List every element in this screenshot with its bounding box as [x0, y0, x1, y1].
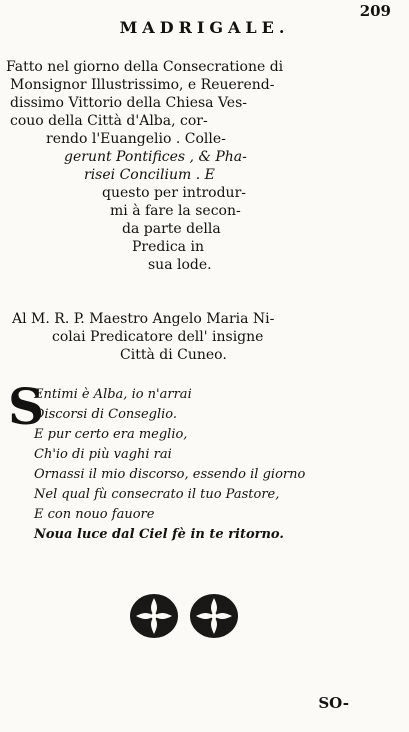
poem-line: Ornassi il mio discorso, essendo il giorno — [34, 467, 306, 482]
poem-line: Ch'io di più vaghi rai — [34, 447, 172, 462]
drop-cap: S — [8, 377, 45, 436]
poem-line: Entimi è Alba, io n'arrai — [34, 387, 192, 402]
address-line: Al M. R. P. Maestro Angelo Maria Ni- — [12, 311, 275, 327]
poem-line: Noua luce dal Ciel fè in te ritorno. — [34, 527, 284, 542]
dedication-line: Fatto nel giorno della Consecratione di — [6, 59, 284, 75]
running-header: MADRIGALE. — [119, 18, 290, 37]
dedication-line: questo per introdur- — [102, 185, 246, 201]
floral-ornament-icon — [124, 590, 244, 642]
poem-line: E con nouo fauore — [34, 507, 155, 522]
dedication-line: mi à fare la secon- — [110, 203, 241, 219]
address-block — [12, 310, 382, 364]
address-line: Città di Cuneo. — [120, 347, 227, 363]
dedication-line: Predica in — [132, 239, 204, 255]
poem-line: E pur certo era meglio, — [34, 427, 188, 442]
poem-line: Nel qual fù consecrato il tuo Pastore, — [34, 487, 280, 502]
dedication-line: sua lode. — [148, 257, 212, 273]
dedication-line: rendo l'Euangelio . Colle- — [46, 131, 226, 147]
dedication-line: gerunt Pontifices , & Pha- — [64, 149, 247, 165]
dedication-block — [6, 58, 366, 274]
page-number: 209 — [359, 2, 391, 20]
poem-line: Discorsi di Conseglio. — [34, 407, 178, 422]
address-line: colai Predicatore dell' insigne — [52, 329, 264, 345]
dedication-line: da parte della — [122, 221, 221, 237]
dedication-line: Monsignor Illustrissimo, e Reuerend- — [10, 77, 275, 93]
dedication-line: risei Concilium . E — [84, 167, 215, 183]
catchword: SO- — [318, 694, 349, 712]
dedication-line: dissimo Vittorio della Chiesa Ves- — [10, 95, 248, 111]
madrigal-poem — [8, 377, 403, 545]
dedication-line: couo della Città d'Alba, cor- — [10, 113, 208, 129]
